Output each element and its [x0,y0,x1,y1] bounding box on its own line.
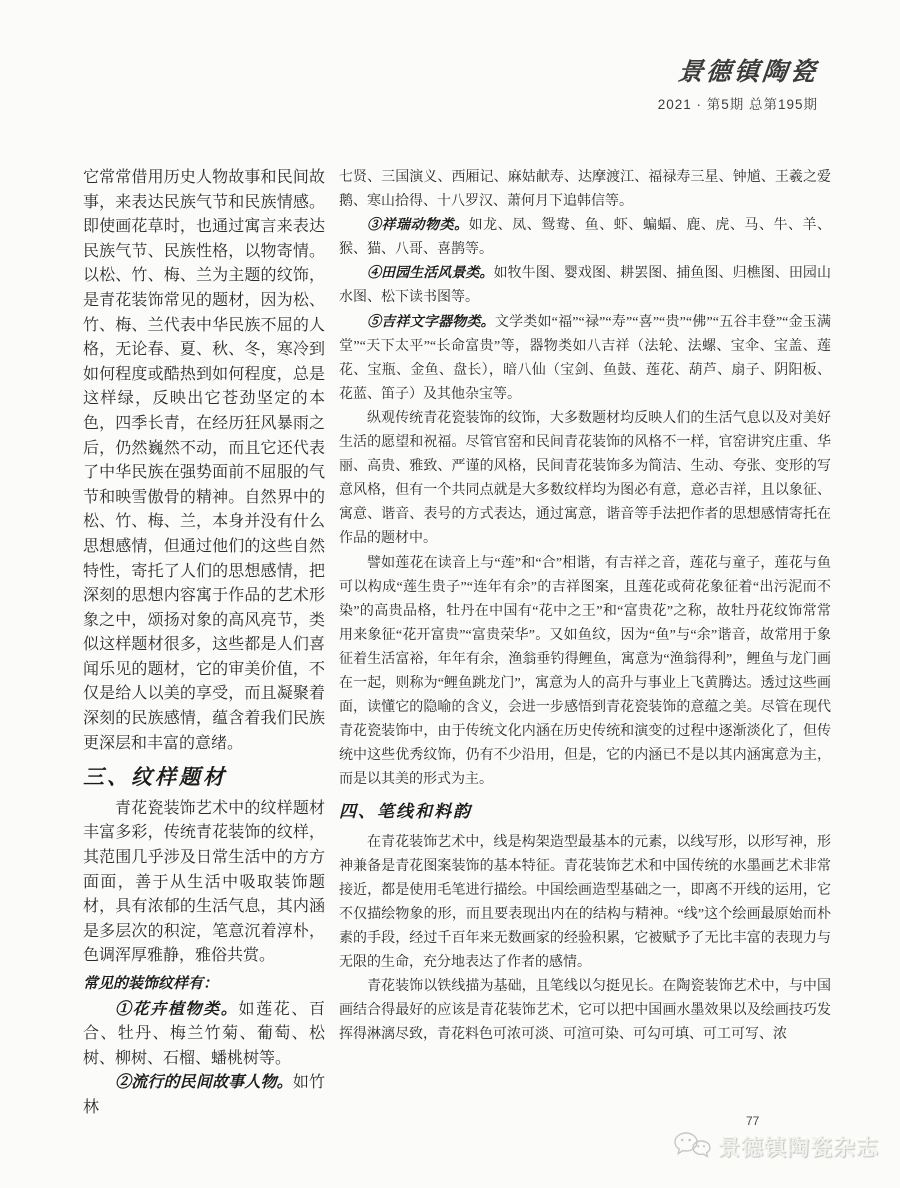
category-item-2 [83,1071,325,1120]
paragraph: 在青花装饰艺术中，线是构架造型最基本的元素，以线写形，以形写神，形神兼备是青花图案装饰的基本特征。青花装饰艺术和中国传统的水墨画艺术非常接近，都是使用毛笔进行描绘。中国绘画造型基础之一，即离不开线的运用，它不仅描绘物象的形，而且要表现出内在的结构与精神。“线”这个绘画最原始而朴素的手段，经过千百年来无数画家的经验积累，它被赋予了无比丰富的表现力与无限的生命，充分地表达了作者的感情。 [339,834,831,970]
category-text: 文学类如“福”“禄”“寿”“喜”“贵”“佛”“五谷丰登”“金玉满堂”“天下太平”“长命富贵”等，器物类如八吉祥（法轮、法螺、宝伞、宝盖、莲花、宝瓶、金鱼、盘长），暗八仙（宝剑、鱼鼓、莲花、葫芦、扇子、阴阳板、花蓝、笛子）及其他杂宝等。 [339,314,831,402]
journal-masthead-logo: 景德镇陶瓷 [676,57,820,86]
page-number: 77 [746,1114,760,1128]
category-label: ⑤吉祥文字器物类。 [367,314,495,330]
category-label: ④田园生活风景类。 [367,266,494,282]
left-column [83,166,325,1121]
category-item-1 [83,998,325,1072]
paragraph: 青花装饰以铁线描为基础，且笔线以匀挺见长。在陶瓷装饰艺术中，与中国画结合得最好的应该是青花装饰艺术，它可以把中国画水墨效果以及绘画技巧发挥得淋漓尽致，青花料色可浓可淡、可渲可染、可勾可填、可工可写、浓 [339,979,831,1043]
category-text: 如牧牛图、婴戏图、耕罢图、捕鱼图、归樵图、田园山水图、松下读书图等。 [339,266,831,306]
category-label: ①花卉植物类。 [115,1000,239,1018]
page-footer [672,1114,880,1166]
subheading-pattern-list: 常见的装饰纹样有： [83,976,219,992]
watermark-text: 景德镇陶瓷杂志 [718,1134,880,1160]
category-label: ②流行的民间故事人物。 [115,1074,293,1092]
category-label: ③祥瑞动物类。 [367,218,469,234]
section-heading-4: 四、笔线和料韵 [339,802,472,822]
issue-line: 2021 · 第5期 总第195期 [657,97,818,112]
paragraph: 青花瓷装饰艺术中的纹样题材丰富多彩，传统青花装饰的纹样，其范围几乎涉及日常生活中的方方面面，善于从生活中吸取装饰题材，具有浓郁的生活气息，其内涵是多层次的积淀，笔意沉着淳朴，色调浑厚雅静，雅俗共赏。 [83,799,325,965]
paragraph: 它常常借用历史人物故事和民间故事，来表达民族气节和民族情感。即使画花草时，也通过寓言来表达民族气节、民族性格，以物寄情。以松、竹、梅、兰为主题的纹饰，是青花装饰常见的题材，因为松、竹、梅、兰代表中华民族不屈的人格，无论春、夏、秋、冬，寒冷到如何程度或酷热到如何程度，总是这样绿，反映出它苍劲坚定的本色，四季长青，在经历狂风暴雨之后，仍然巍然不动，而且它还代表了中华民族在强势面前不屈服的气节和映雪傲骨的精神。自然界中的松、竹、梅、兰，本身并没有什么思想感情，但通过他们的这些自然特性，寄托了人们的思想感情，把深刻的思想内容寓于作品的艺术形象之中，颂扬对象的高风亮节，类似这样题材很多，这些都是人们喜闻乐见的题材，它的审美价值，不仅是给人以美的享受，而且凝聚着深刻的民族感情，蕴含着我们民族更深层和丰富的意绪。 [83,169,325,752]
category-item-5 [339,311,831,407]
page-header [658,52,818,113]
paragraph: 譬如莲花在读音上与“莲”和“合”相谐，有吉祥之音，莲花与童子，莲花与鱼可以构成“莲生贵子”“连年有余”的吉祥图案，且莲花或荷花象征着“出污泥而不染”的高贵品格，牡丹在中国有“花中之王”和“富贵花”之称，故牡丹花纹饰常常用来象征“花开富贵”“富贵荣华”。又如鱼纹，因为“鱼”与“余”谐音，故常用于象征着生活富裕，年年有余，渔翁垂钓得鲤鱼，寓意为“渔翁得利”，鲤鱼与龙门画在一起，则称为“鲤鱼跳龙门”，寓意为人的高升与事业上飞黄腾达。透过这些画面，读懂它的隐喻的含义，会进一步感悟到青花瓷装饰的意蕴之美。尽管在现代青花瓷装饰中，由于传统文化内涵在历史传统和演变的过程中逐渐淡化了，但传统中这些优秀纹饰，仍有不少沿用，但是，它的内涵已不是以其内涵寓意为主，而是以其美的形式为主。 [339,555,831,788]
category-item-3 [339,214,831,262]
category-item-4 [339,262,831,310]
section-heading-3: 三、纹样题材 [83,765,227,790]
paragraph: 七贤、三国演义、西厢记、麻姑献寿、达摩渡江、福禄寿三星、钟馗、王羲之爱鹅、寒山拾得、十八罗汉、萧何月下追韩信等。 [339,170,831,210]
category-text: 如莲花、百合、牡丹、梅兰竹菊、葡萄、松树、柳树、石榴、蟠桃树等。 [83,1000,325,1067]
paragraph: 纵观传统青花瓷装饰的纹饰，大多数题材均反映人们的生活气息以及对美好生活的愿望和祝福。尽管官窑和民间青花装饰的风格不一样，官窑讲究庄重、华丽、高贵、雅致、严谨的风格，民间青花装饰多为简洁、生动、夸张、变形的写意风格，但有一个共同点就是大多数纹样均为图必有意，意必吉祥，且以象征、寓意、谐音、表号的方式表达，通过寓意，谐音等手法把作者的思想感情寄托在作品的题材中。 [339,410,831,547]
right-column [339,166,831,1121]
category-text: 如龙、凤、鸳鸯、鱼、虾、蝙蝠、鹿、虎、马、牛、羊、猴、猫、八哥、喜鹊等。 [339,218,832,258]
wechat-icon [672,1129,712,1163]
category-text: 如竹林 [83,1074,325,1116]
article-body [83,166,831,1121]
